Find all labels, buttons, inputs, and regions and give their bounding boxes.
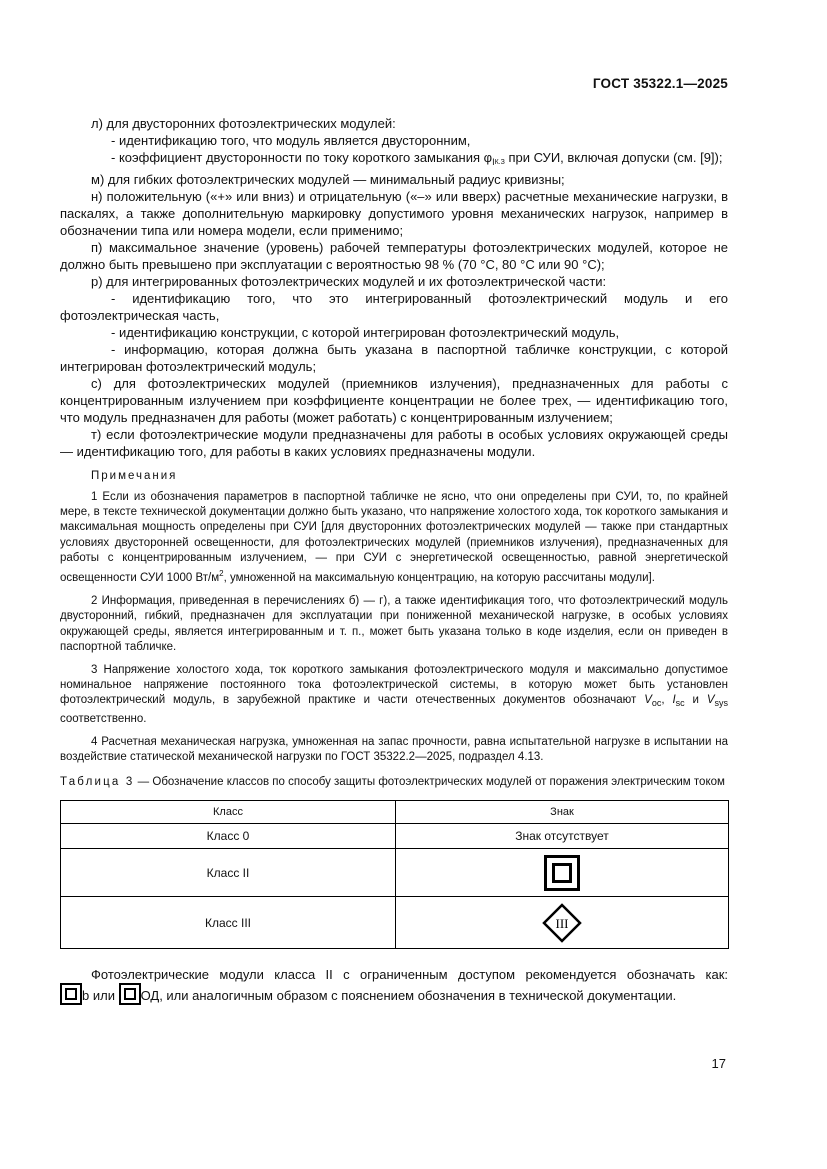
page-content bbox=[60, 115, 728, 1007]
table-row bbox=[61, 824, 729, 849]
col-sign-header: Знак bbox=[396, 801, 729, 824]
sign-cell bbox=[396, 897, 729, 949]
col-class-header: Класс bbox=[61, 801, 396, 824]
item-s: с) для фотоэлектрических модулей (приемников излучения), предназначенных для работы с концентрированным излучением при коэффициенте концентрации не более трех, — идентификацию того, что модуль предназначен для работы (может работать) с концентрированным излучением; bbox=[60, 376, 728, 425]
svg-text:III: III bbox=[555, 915, 569, 931]
table-caption: Таблица 3 — Обозначение классов по способу защиты фотоэлектрических модулей от поражения электрическим током bbox=[60, 776, 725, 789]
class-cell: Класс III bbox=[61, 897, 396, 949]
item-r-1: - идентификацию того, что это интегрированный фотоэлектрический модуль и его фотоэлектрическая часть, bbox=[60, 291, 728, 323]
diamond-iii-icon bbox=[542, 903, 582, 943]
item-m: м) для гибких фотоэлектрических модулей — минимальный радиус кривизны; bbox=[91, 172, 565, 187]
class-cell: Класс II bbox=[61, 849, 396, 897]
double-square-icon bbox=[60, 983, 82, 1005]
item-l-1: - идентификацию того, что модуль является двусторонним, bbox=[111, 133, 471, 148]
item-l: л) для двусторонних фотоэлектрических модулей: bbox=[91, 116, 396, 131]
double-square-icon bbox=[119, 983, 141, 1005]
item-t: т) если фотоэлектрические модули предназначены для работы в особых условиях окружающей среды — идентификацию того, для работы в каких условиях предназначены модули. bbox=[60, 427, 728, 459]
doc-code-header: ГОСТ 35322.1—2025 bbox=[592, 76, 728, 91]
note-2: 2 Информация, приведенная в перечислениях б) — г), а также идентификация того, что фотоэлектрический модуль двусторонний, гибкий, предназначен для эксплуатации при пониженной механической нагрузке, в особых условиях окружающей среды, является интегрированным и т. п., может быть указана только в коде изделия, если он приведен в паспортной табличке. bbox=[60, 595, 728, 653]
sign-cell: Знак отсутствует bbox=[396, 824, 729, 849]
item-l-2: - коэффициент двусторонности по току короткого замыкания $\varphi_IК.З$ при СУИ, включая допуски (см. [9]); bbox=[111, 150, 723, 167]
note-4: 4 Расчетная механическая нагрузка, умноженная на запас прочности, равна испытательной нагрузке в испытании на воздействие статической механической нагрузки по ГОСТ 35322.2—2025, подраздел 4.13. bbox=[60, 735, 728, 764]
item-n: н) положительную («+» или вниз) и отрицательную («–» или вверх) расчетные механические нагрузки, в паскалях, а также дополнительную маркировку допустимого уровня механических нагрузок, например в обозначении типа или номера модели, если применимо; bbox=[60, 189, 728, 238]
table-row bbox=[61, 897, 729, 949]
class-ii-designations: b или ОД, или аналогичным образом с пояснением обозначения в технической документации. bbox=[60, 983, 728, 1007]
double-square-icon bbox=[544, 855, 580, 891]
table-row bbox=[61, 849, 729, 897]
note-1: 1 Если из обозначения параметров в паспортной табличке не ясно, что они определены при СУИ, то, по крайней мере, в тексте технической документации должно быть указано, что напряжение холостого хода, ток короткого замыкания и максимальная мощность определены при СУИ [для двусторонних фотоэлектрических модулей — также при стандартных условиях двусторонней освещенности, для фотоэлектрических модулей (приемников излучения), предназначенных для работы с концентрированным излучением, — при СУИ с энергетической освещенностью, равной энергетической освещенности СУИ 1000 $Вт/м^2$, умноженной на максимальную концентрацию, на которую рассчитаны модули]. bbox=[60, 491, 728, 585]
item-r-3: - информацию, которая должна быть указана в паспортной табличке конструкции, с которой интегрирован фотоэлектрический модуль; bbox=[60, 342, 728, 374]
page-number: 17 bbox=[711, 1056, 726, 1071]
class-table bbox=[60, 800, 729, 949]
sign-cell bbox=[396, 849, 729, 897]
notes-title: Примечания bbox=[91, 470, 178, 482]
item-r-2: - идентификацию конструкции, с которой интегрирован фотоэлектрический модуль, bbox=[111, 325, 620, 340]
class-ii-recommendation: Фотоэлектрические модули класса II с ограниченным доступом рекомендуется обозначать как: bbox=[91, 967, 728, 983]
note-3: 3 Напряжение холостого хода, ток короткого замыкания фотоэлектрического модуля и максимально допустимое номинальное напряжение постоянного тока фотоэлектрической системы, в которую может быть установлен фотоэлектрический модуль, в зарубежной практике и части отечественных документов обозначают $V_{oc}$, $I_{sc}$ и $V_{sys}$ соответственно. bbox=[60, 664, 729, 725]
table-header-row bbox=[61, 801, 729, 824]
item-p: п) максимальное значение (уровень) рабочей температуры фотоэлектрических модулей, которое не должно быть превышено при эксплуатации с вероятностью 98 % (70 °C, 80 °C или 90 °C); bbox=[60, 240, 728, 272]
item-r: р) для интегрированных фотоэлектрических модулей и их фотоэлектрической части: bbox=[91, 274, 607, 289]
class-cell: Класс 0 bbox=[61, 824, 396, 849]
